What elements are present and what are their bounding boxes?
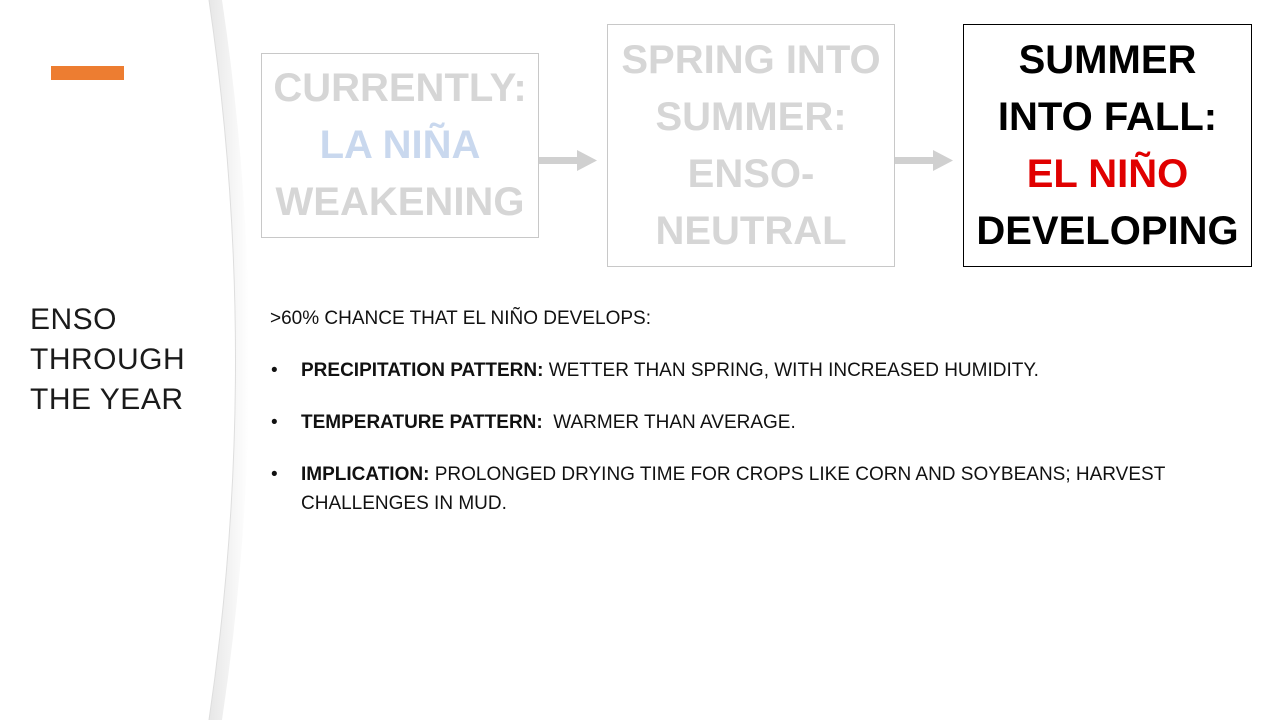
bullet-text: WARMER THAN AVERAGE. <box>542 412 796 433</box>
bullet-label: TEMPERATURE PATTERN: <box>301 412 543 433</box>
stage-line: NEUTRAL <box>655 208 847 253</box>
list-item <box>270 408 1230 437</box>
list-item <box>270 460 1230 518</box>
stage-spring-into-summer <box>607 24 895 267</box>
stage-line: SUMMER: <box>655 94 847 139</box>
bullet-icon: • <box>271 360 278 381</box>
bullet-list <box>270 356 1230 518</box>
slide-title <box>30 300 230 420</box>
bullet-label: IMPLICATION: <box>301 464 430 485</box>
bullet-icon: • <box>271 464 278 485</box>
stage-line: WEAKENING <box>275 180 525 224</box>
stage-highlight-el-nino: EL NIÑO <box>1026 151 1189 196</box>
accent-bar <box>51 66 124 80</box>
stage-line: SUMMER <box>1018 37 1197 82</box>
stage-line: DEVELOPING <box>976 208 1239 253</box>
slide-title-line: THROUGH <box>30 343 186 376</box>
bullet-label: PRECIPITATION PATTERN: <box>301 360 544 381</box>
right-arrow-icon <box>539 149 599 173</box>
bullet-text: WETTER THAN SPRING, WITH INCREASED HUMIDITY. <box>543 360 1039 381</box>
stage-line: SPRING INTO <box>621 37 881 82</box>
stage-line: CURRENTLY: <box>273 66 527 110</box>
content-body <box>270 304 1230 541</box>
stage-line: ENSO- <box>687 151 815 196</box>
stage-highlight-la-nina: LA NIÑA <box>319 123 481 167</box>
list-item <box>270 356 1230 385</box>
bullet-text: PROLONGED DRYING TIME FOR CROPS LIKE CORN AND SOYBEANS; HARVEST CHALLENGES IN MUD. <box>301 464 1171 514</box>
stage-summer-into-fall <box>963 24 1252 267</box>
right-arrow-icon <box>895 149 955 173</box>
lead-text: >60% CHANCE THAT EL NIÑO DEVELOPS: <box>270 308 652 329</box>
slide-title-line: ENSO <box>30 303 118 336</box>
stage-line: INTO FALL: <box>997 94 1218 139</box>
slide-title-line: THE YEAR <box>30 383 184 416</box>
stage-currently <box>261 53 539 238</box>
bullet-icon: • <box>271 412 278 433</box>
